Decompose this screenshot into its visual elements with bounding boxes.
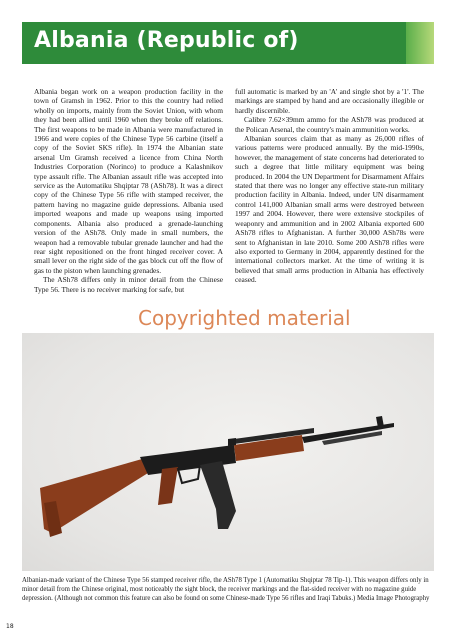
rear-sight [228,438,236,446]
rifle-photo [22,333,434,571]
page-number: 18 [6,623,14,630]
chapter-title: Albania (Republic of) [34,28,299,53]
paragraph: Albania began work on a weapon production facility in the town of Gramsh in 1962. Prior to this the country had relied wholly on imports, mainly from the Soviet Union, with whom they had been allied until 1960 when they broke off relations. The first weapons to be made in Albania were manufactured in 1966 and were copies of the Chinese Type 56 carbine (itself a copy of the Soviet SKS rifle). In 1974 the Albanian state arsenal Um Gramsh received a licence from China North Industries Corporation (Norinco) to produce a Kalashnikov type assault rifle. The Albanian assault rifle was accepted into service as the Automatiku Shqiptar 78 (ASh78). It was a direct copy of the Chinese Type 56 rifle with stamped receiver, the pattern having no magazine guide depressions. Albania used imported weapons and made up weapons using imported components. Albania also produced a grenade-launching version of the ASh78. Only made in small numbers, the weapon had a removable tubular grenade launcher and had the rear sight repositioned on the front hinged receiver cover. A small lever on the right side of the gas block cut off the flow of gas to the piston when launching grenades. [34,87,223,275]
paragraph: Albanian sources claim that as many as 26,000 rifles of various patterns were produced annually. By the mid-1990s, however, the management of state concerns had deteriorated to such a degree that little military equipment was being produced. In 2004 the UN Department for Disarmament Affairs stated that there was no longer any effective state-run military production facility in Albania. Indeed, under UN disarmament control 141,000 Albanian small arms were destroyed between 1997 and 2004. However, there were extensive stockpiles of weaponry and ammunition and in 2002 Albania exported 600 ASh78 rifles to Afghanistan. A further 30,000 ASh78s were sent to Afghanistan in late 2010. Some 200 ASh78 rifles were also exported to Germany in 2004, apparently destined for the international collectors market. At the time of writing it is believed that small arms production in Albania has effectively ceased. [235,134,424,285]
magazine [200,461,236,529]
paragraph: Calibre 7.62×39mm ammo for the ASh78 was produced at the Polican Arsenal, the country's main ammunition works. [235,115,424,134]
copyright-watermark: Copyrighted material [138,306,351,330]
paragraph: full automatic is marked by an 'A' and single shot by a '1'. The markings are stamped by hand and are occasionally illegible or hardly discernible. [235,87,424,115]
rifle-illustration [22,333,434,571]
chapter-header [22,22,434,64]
paragraph: The ASh78 differs only in minor detail from the Chinese Type 56. There is no receiver marking for safe, but [34,275,223,294]
header-gradient-strip [406,22,434,64]
photo-caption: Albanian-made variant of the Chinese Type 56 stamped receiver rifle, the ASh78 Type 1 (Automatiku Shqiptar 78 Tip-1). This weapon differs only in minor detail from the Chinese original, most noticeably the sight block, the receiver markings and the flat-sided receiver with no magazine guide depression. (Although not common this feature can also be found on some Chinese-made Type 56 rifles and Iraqi Tabuks.) Media Image Photography [22,577,430,602]
